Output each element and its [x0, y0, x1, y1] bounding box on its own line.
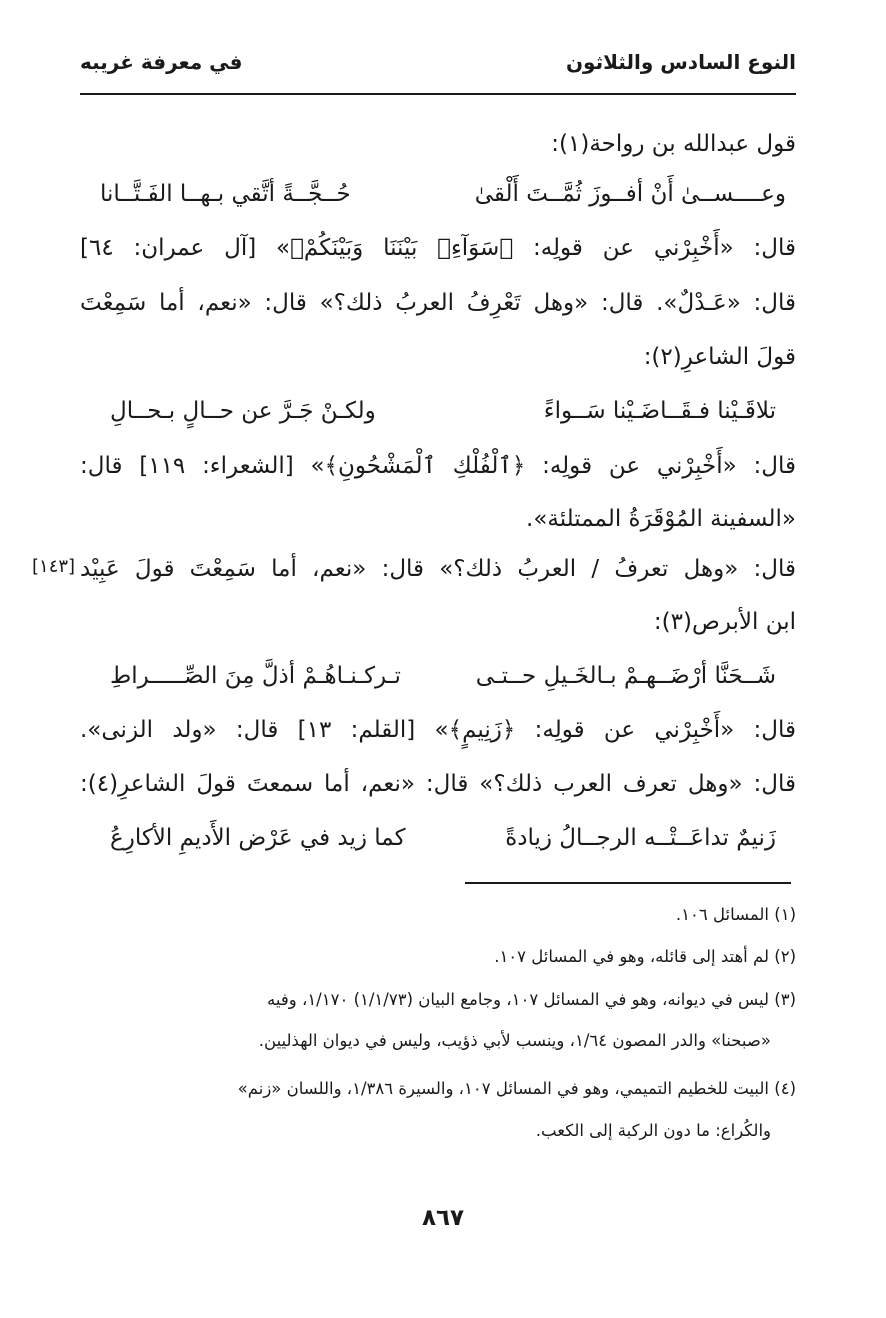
footnote-2: (٢) لم أهتد إلى قائله، وهو في المسائل ١٠٧.	[494, 947, 796, 966]
header-divider	[80, 93, 796, 95]
body-line-8: ابن الأبرص(٣):	[653, 609, 796, 635]
verse-4-second-hemistich: كما زيد في عَرْض الأَديمِ الأكارِعُ	[110, 825, 406, 851]
body-line-3: قال: «عَـدْلٌ». قال: «وهل تَعْرِفُ العربُ ذلك؟» قال: «نعم، أما سَمِعْتَ	[80, 290, 796, 316]
body-line-10: قال: «وهل تعرف العرب ذلك؟» قال: «نعم، أما سمعتَ قولَ الشاعرِ(٤):	[80, 771, 796, 797]
manuscript-folio-marker: [١٤٣]	[32, 556, 76, 577]
footnote-1: (١) المسائل ١٠٦.	[675, 905, 796, 924]
verse-3-second-hemistich: تـركـنـاهُـمْ أذلَّ مِنَ الصِّـــــراطِ	[110, 663, 401, 689]
verse-4	[110, 822, 776, 854]
footnote-3-continued: «صبحنا» والدر المصون ١/٦٤، وينسب لأبي ذؤيب، وليس في ديوان الهذليين.	[258, 1031, 771, 1050]
body-line-2: قال: «أَخْبِرْني عن قولِه: ﴿سَوَآءِۭ بَيْنَنَا وَبَيْنَكُمْ﴾» [آل عمران: ٦٤]	[80, 235, 796, 261]
verse-1-first-hemistich: وعــــســىٰ أَنْ أفــوزَ ثُمَّــتَ أَلْقىٰ	[474, 181, 786, 207]
page-number: ٨٦٧	[421, 1205, 465, 1231]
body-line-9: قال: «أَخْبِرْني عن قولِه: ﴿زَنِيمٍ﴾» [القلم: ١٣] قال: «ولد الزنى».	[80, 717, 796, 743]
verse-3	[110, 660, 776, 692]
verse-2-second-hemistich: ولكـنْ جَـرَّ عن حــالٍ بـحــالِ	[110, 398, 376, 424]
footnote-4: (٤) البيت للخطيم التميمي، وهو في المسائل ١٠٧، والسيرة ١/٣٨٦، واللسان «زنم»	[237, 1079, 796, 1098]
body-line-6: «السفينة المُوْقَرَةُ الممتلئة».	[526, 506, 796, 532]
verse-2-first-hemistich: تلاقَـيْنا فـقَــاضَـيْنا سَــواءً	[543, 398, 776, 424]
running-header-chapter: النوع السادس والثلاثون	[565, 50, 796, 74]
verse-4-first-hemistich: زَنيمٌ تداعَــتْــه الرجــالُ زيادةً	[505, 825, 776, 851]
footnote-3: (٣) ليس في ديوانه، وهو في المسائل ١٠٧، وجامع البيان (١/١/٧٣) ١/١٧٠، وفيه	[267, 990, 796, 1009]
footnote-4-continued: والكُراع: ما دون الركبة إلى الكعب.	[535, 1121, 771, 1140]
footnote-divider	[465, 882, 791, 884]
verse-3-first-hemistich: شَــحَنَّا أرْضَــهـمْ بـالخَـيلِ حــتـى	[475, 663, 776, 689]
body-line-7: قال: «وهل تعرفُ / العربُ ذلك؟» قال: «نعم، أما سَمِعْتَ قولَ عَبِيْد	[80, 556, 796, 582]
verse-1-second-hemistich: حُــجَّــةً أتَّقي بـهــا الفَـتَّــانا	[100, 181, 351, 207]
body-line-5: قال: «أَخْبِرْني عن قولِه: ﴿ٱلْفُلْكِ ٱلْمَشْحُونِ﴾» [الشعراء: ١١٩] قال:	[80, 453, 796, 479]
body-line-4: قولَ الشاعرِ(٢):	[643, 344, 796, 370]
verse-2	[110, 395, 776, 427]
running-header-section: في معرفة غريبه	[80, 50, 243, 74]
verse-1	[100, 178, 786, 210]
body-line-1: قول عبدالله بن رواحة(١):	[551, 131, 796, 157]
